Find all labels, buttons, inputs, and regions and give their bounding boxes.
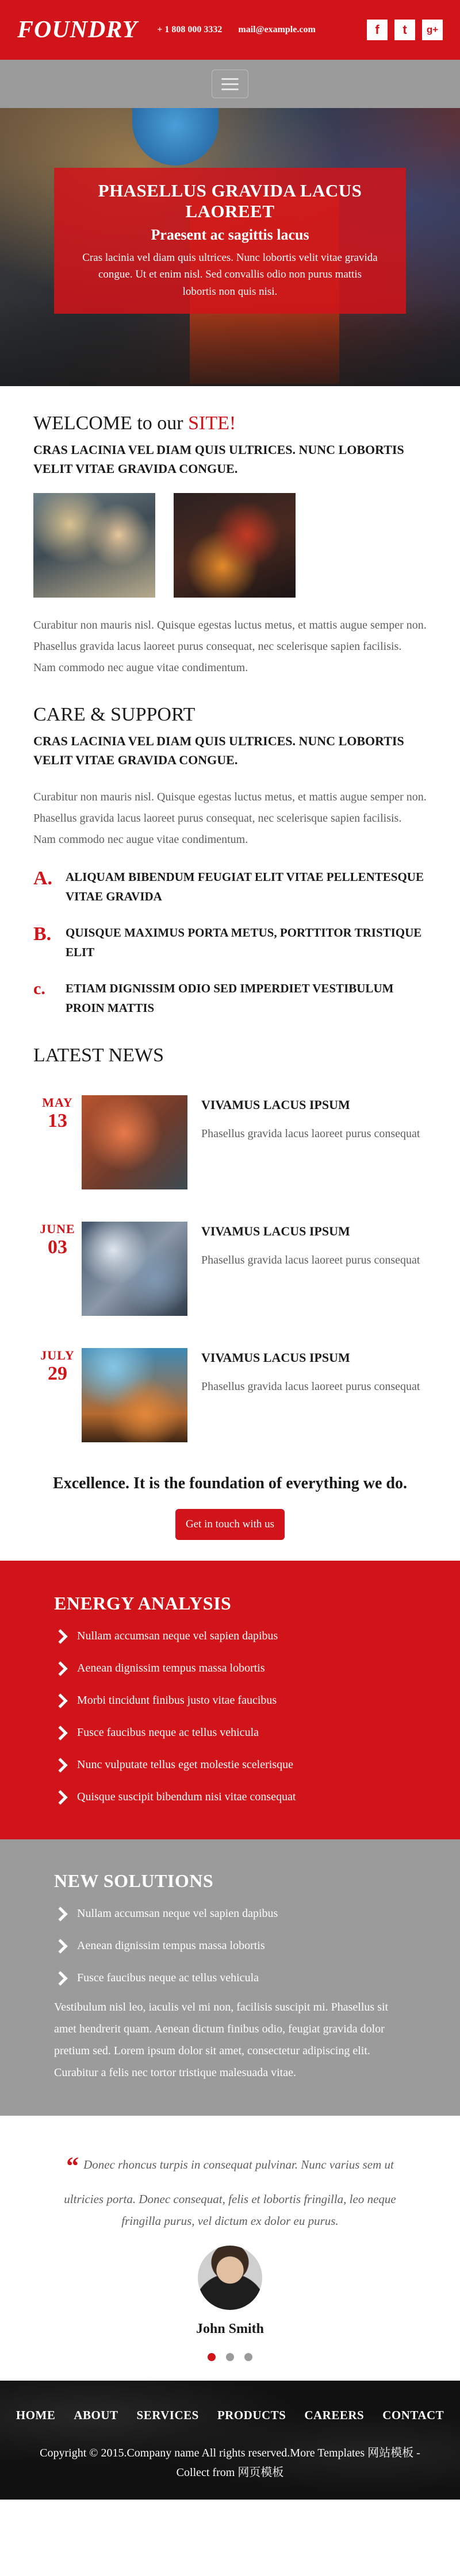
list-text: ETIAM DIGNISSIM ODIO SED IMPERDIET VESTIBULUM PROIN MATTIS — [66, 981, 394, 1015]
news-thumbnail[interactable] — [82, 1095, 187, 1189]
welcome-photos — [33, 493, 427, 598]
avatar — [198, 2246, 262, 2310]
hero-banner — [0, 108, 460, 386]
list-item — [54, 1661, 406, 1676]
carousel-dot-3[interactable] — [244, 2353, 252, 2361]
list-text: QUISQUE MAXIMUS PORTA METUS, PORTTITOR TRISTIQUE ELIT — [66, 926, 422, 959]
list-item — [54, 1971, 406, 1986]
footer-link-contact[interactable]: CONTACT — [382, 2408, 444, 2423]
list-text: Nunc vulputate tellus eget molestie scelerisque — [77, 1758, 293, 1772]
list-item — [33, 923, 427, 962]
welcome-text: Curabitur non mauris nisl. Quisque egestas luctus metus, et mattis augue semper non. Phasellus gravida lacus laoreet purus consequat, nec scelerisque sapien facilisis. Nam commodo nec augue vitae condimentum. — [33, 619, 427, 674]
care-text: Curabitur non mauris nisl. Quisque egestas luctus metus, et mattis augue semper non. Phasellus gravida lacus laoreet purus consequat, nec scelerisque sapien facilisis. Nam commodo nec augue vitae condimentum. — [33, 791, 427, 846]
footer-link-services[interactable]: SERVICES — [136, 2408, 199, 2423]
care-caps: CRAS LACINIA VEL DIAM QUIS ULTRICES. NUNC LOBORTIS VELIT VITAE GRAVIDA CONGUE. — [33, 734, 404, 767]
new-solutions-section — [0, 1839, 460, 2116]
get-in-touch-button[interactable]: Get in touch with us — [175, 1509, 285, 1540]
quote-icon: “ — [66, 2151, 79, 2180]
list-item — [33, 868, 427, 906]
social-links — [367, 20, 443, 40]
chevron-right-icon — [54, 1790, 69, 1805]
hero-image-helmet — [132, 108, 218, 165]
chevron-right-icon — [54, 1758, 69, 1773]
list-letter: A. — [33, 868, 53, 889]
hero-subtitle: Praesent ac sagittis lacus — [151, 226, 309, 243]
news-heading[interactable]: VIVAMUS LACUS IPSUM — [201, 1350, 350, 1365]
carousel-dots — [46, 2353, 414, 2361]
news-excerpt: Phasellus gravida lacus laoreet purus consequat — [201, 1380, 420, 1393]
chevron-right-icon — [54, 1907, 69, 1922]
email-address[interactable]: mail@example.com — [238, 25, 316, 34]
news-excerpt: Phasellus gravida lacus laoreet purus consequat — [201, 1127, 420, 1140]
list-text: Fusce faucibus neque ac tellus vehicula — [77, 1726, 259, 1739]
footer-link-careers[interactable]: CAREERS — [304, 2408, 365, 2423]
news-excerpt: Phasellus gravida lacus laoreet purus consequat — [201, 1253, 420, 1266]
welder-photo — [174, 493, 296, 598]
care-title: CARE & SUPPORT — [33, 704, 195, 725]
news-section — [0, 1018, 460, 1442]
news-item[interactable] — [33, 1222, 427, 1316]
list-text: Quisque suscipit bibendum nisi vitae consequat — [77, 1791, 296, 1804]
list-letter: c. — [33, 979, 45, 999]
news-month: JULY — [40, 1347, 75, 1362]
carousel-dot-1[interactable] — [208, 2353, 216, 2361]
news-thumbnail[interactable] — [82, 1222, 187, 1316]
site-logo[interactable]: FOUNDRY — [17, 17, 138, 43]
list-text: Nullam accumsan neque vel sapien dapibus — [77, 1630, 278, 1643]
footer-link-home[interactable]: HOME — [16, 2408, 56, 2423]
news-body — [201, 1095, 420, 1189]
chevron-right-icon — [54, 1971, 69, 1986]
welcome-title — [33, 413, 427, 434]
news-day: 13 — [48, 1110, 67, 1131]
energy-list — [54, 1629, 406, 1805]
news-title: LATEST NEWS — [33, 1044, 164, 1066]
hero-text: Cras lacinia vel diam quis ultrices. Nunc lobortis velit vitae gravida congue. Ut et enim nisl. Sed convallis odio non purus mattis lobortis non quis nisi. — [82, 252, 378, 298]
footer-nav — [12, 2408, 448, 2423]
testimonial-section — [0, 2116, 460, 2381]
chevron-right-icon — [54, 1661, 69, 1676]
news-list — [33, 1095, 427, 1442]
list-text: Aenean dignissim tempus massa lobortis — [77, 1939, 265, 1953]
list-item — [54, 1693, 406, 1708]
solutions-title: NEW SOLUTIONS — [54, 1870, 214, 1891]
carousel-dot-2[interactable] — [226, 2353, 234, 2361]
list-item — [54, 1939, 406, 1954]
workers-photo — [33, 493, 155, 598]
solutions-text: Vestibulum nisl leo, iaculis vel mi non, facilisis suscipit mi. Phasellus sit amet hendrerit quam. Aenean dictum finibus odio, feugiat gravida dolor pretium sed. Lorem ipsum dolor sit amet, consectetur adipiscing elit. Curabitur a felis nec tortor tristique malesuada vitae. — [54, 2000, 389, 2079]
welcome-caps: CRAS LACINIA VEL DIAM QUIS ULTRICES. NUNC LOBORTIS VELIT VITAE GRAVIDA CONGUE. — [33, 442, 404, 476]
solutions-list — [54, 1907, 406, 1986]
list-letter: B. — [33, 923, 52, 945]
news-heading[interactable]: VIVAMUS LACUS IPSUM — [201, 1097, 350, 1112]
news-thumbnail[interactable] — [82, 1348, 187, 1442]
cta-section — [0, 1442, 460, 1561]
chevron-right-icon — [54, 1726, 69, 1741]
list-item — [54, 1907, 406, 1922]
list-item — [54, 1790, 406, 1805]
footer-link-about[interactable]: ABOUT — [74, 2408, 118, 2423]
list-item — [33, 979, 427, 1018]
list-text: Nullam accumsan neque vel sapien dapibus — [77, 1907, 278, 1920]
copyright-text: Copyright © 2015.Company name All rights reserved.More Templates 网站模板 - Collect from 网页模板 — [40, 2447, 420, 2479]
cta-title: Excellence. It is the foundation of everything we do. — [53, 1474, 407, 1492]
news-day: 03 — [48, 1236, 67, 1258]
hero-caption — [54, 168, 406, 314]
care-list — [33, 868, 427, 1018]
welcome-title-prefix: WELCOME to our — [33, 413, 189, 434]
list-text: Fusce faucibus neque ac tellus vehicula — [77, 1972, 259, 1985]
news-item[interactable] — [33, 1095, 427, 1189]
list-text: ALIQUAM BIBENDUM FEUGIAT ELIT VITAE PELLENTESQUE VITAE GRAVIDA — [66, 870, 424, 903]
welcome-title-highlight: SITE! — [188, 413, 236, 434]
news-date — [33, 1095, 82, 1189]
news-day: 29 — [48, 1362, 67, 1384]
chevron-right-icon — [54, 1693, 69, 1708]
facebook-icon[interactable]: f — [367, 20, 388, 40]
google-plus-icon[interactable]: g+ — [422, 20, 443, 40]
nav-bar — [0, 60, 460, 108]
news-month: MAY — [42, 1095, 73, 1110]
list-text: Aenean dignissim tempus massa lobortis — [77, 1662, 265, 1675]
welcome-section — [0, 386, 460, 679]
news-month: JUNE — [40, 1221, 75, 1236]
list-item — [54, 1726, 406, 1741]
news-item[interactable] — [33, 1348, 427, 1442]
chevron-right-icon — [54, 1629, 69, 1644]
top-bar — [0, 0, 460, 60]
list-item — [54, 1629, 406, 1644]
footer-link-products[interactable]: PRODUCTS — [217, 2408, 286, 2423]
news-body — [201, 1348, 420, 1442]
contact-info — [157, 25, 316, 35]
list-text: Morbi tincidunt finibus justo vitae faucibus — [77, 1694, 277, 1707]
news-date — [33, 1348, 82, 1442]
twitter-icon[interactable]: t — [394, 20, 415, 40]
care-section — [0, 679, 460, 1018]
news-date — [33, 1222, 82, 1316]
footer — [0, 2381, 460, 2500]
energy-title: ENERGY ANALYSIS — [54, 1592, 232, 1614]
hamburger-menu-icon[interactable] — [212, 70, 248, 98]
quote-text: Donec rhoncus turpis in consequat pulvinar. Nunc varius sem ut ultricies porta. Donec consequat, felis et lobortis fringilla, leo neque fringilla purus, vel dictum ex dolor eu purus. — [64, 2157, 396, 2228]
testimonial-name: John Smith — [195, 2321, 264, 2337]
news-heading[interactable]: VIVAMUS LACUS IPSUM — [201, 1223, 350, 1238]
news-body — [201, 1222, 420, 1316]
list-item — [54, 1758, 406, 1773]
testimonial-quote — [46, 2143, 414, 2232]
chevron-right-icon — [54, 1939, 69, 1954]
energy-analysis-section — [0, 1561, 460, 1839]
hero-title: PHASELLUS GRAVIDA LACUS LAOREET — [98, 180, 362, 221]
phone-number: + 1 808 000 3332 — [157, 25, 223, 34]
